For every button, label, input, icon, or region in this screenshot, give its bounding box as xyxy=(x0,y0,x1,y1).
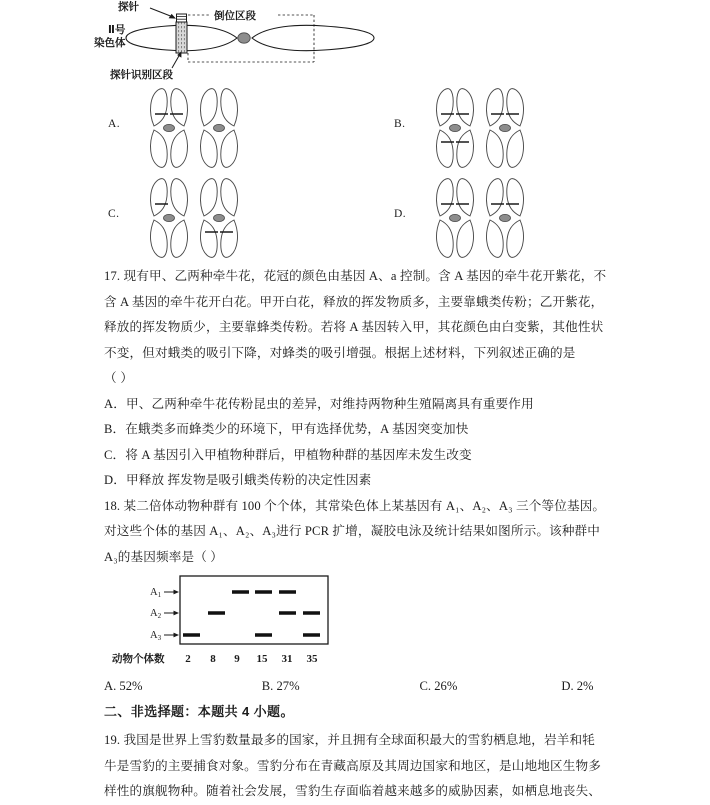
option-c-letter: C. xyxy=(108,208,120,220)
q17-option-c[interactable]: C．将 A 基因引入甲植物种群后，甲植物种群的基因库未发生改变 xyxy=(104,447,472,462)
q19-line2: 牛是雪豹的主要捕食对象。雪豹分布在青藏高原及其周边国家和地区，是山地地区生物多 xyxy=(104,758,602,773)
q17-stem-line2: 含 A 基因的牵牛花开白花。甲开白花，释放的挥发物质多，主要靠蛾类传粉；乙开紫花， xyxy=(104,294,604,309)
inversion-segment-label: 倒位区段 xyxy=(214,10,256,22)
gel-count-3: 9 xyxy=(234,653,240,665)
q17-stem-line3: 释放的挥发物质少，主要靠蜂类传粉。若将 A 基因转入甲，其花颜色由白变紫，其他性状 xyxy=(104,320,604,334)
q18-option-c-letter: C. xyxy=(419,679,432,693)
gel-count-label: 动物个体数 xyxy=(112,653,165,665)
option-a-chromosomes xyxy=(130,84,280,170)
chromosome-label-line1: Ⅱ号 xyxy=(108,24,126,36)
option-a-letter: A. xyxy=(108,118,121,130)
option-d-cell[interactable] xyxy=(386,172,676,260)
section-heading: 二、非选择题：本题共 4 小题。 xyxy=(104,704,294,719)
q18-option-b-text: 27% xyxy=(276,679,300,693)
gel-row-label-a2 xyxy=(150,608,179,620)
gel-electrophoresis-figure xyxy=(0,574,710,672)
q18-stem-line2: 对这些个体的基因 A₁、A₂、A₃进行 PCR 扩增，凝胶电泳及统计结果如图所示。该种群中 xyxy=(104,524,601,538)
question-17 xyxy=(104,264,622,494)
q17-option-a[interactable]: A．甲、乙两种牵牛花传粉昆虫的差异，对维持两物种生殖隔离具有重要作用 xyxy=(104,396,534,411)
q17-option-d[interactable]: D．甲释放 挥发物是吸引蛾类传粉的决定性因素 xyxy=(104,473,372,487)
q18-answer-row xyxy=(104,674,650,699)
q17-option-b[interactable]: B．在蛾类多而蜂类少的环境下，甲有选择优势，A 基因突变加快 xyxy=(104,422,469,436)
q18-option-b-letter: B. xyxy=(261,679,274,693)
chromosome-probe-figure xyxy=(0,0,710,82)
probe-leader-arrow xyxy=(150,8,176,19)
probe-recognition-label: 探针识别区段 xyxy=(110,69,173,81)
chromosome-label-line2: 染色体 xyxy=(94,37,126,49)
option-b-chromosomes xyxy=(416,84,566,170)
q17-stem-line4: 不变，但对蛾类的吸引下降，对蜂类的吸引增强。根据上述材料，下列叙述正确的是 xyxy=(104,345,576,360)
probe-marker xyxy=(177,14,187,22)
probe-recognition-leader xyxy=(172,51,181,68)
question-19 xyxy=(104,728,622,805)
q17-answer-blank[interactable]: （ ） xyxy=(104,371,134,385)
chromosome-probe-svg xyxy=(92,0,422,82)
gel-count-6: 35 xyxy=(306,653,318,665)
gel-svg xyxy=(112,574,412,670)
q18-option-b[interactable] xyxy=(262,674,420,699)
q18-stem-line3[interactable]: A₃的基因频率是（ ） xyxy=(104,549,224,564)
inversion-segment-bracket xyxy=(188,15,314,62)
option-c-cell[interactable] xyxy=(100,172,390,260)
q18-option-a-text: 52% xyxy=(119,679,143,693)
svg-text:A3: A3 xyxy=(150,630,162,642)
q19-line1: 19. 我国是世界上雪豹数量最多的国家，并且拥有全球面积最大的雪豹栖息地，岩羊和牦 xyxy=(104,733,596,747)
q18-option-a[interactable] xyxy=(104,674,262,699)
q18-option-a-letter: A. xyxy=(104,679,117,693)
chromosome-options-figure xyxy=(0,82,710,264)
q18-option-c[interactable] xyxy=(420,674,562,699)
gel-row-label-a3 xyxy=(150,630,179,642)
q18-option-c-text: 26% xyxy=(434,679,458,693)
gel-count-4: 15 xyxy=(256,653,268,665)
option-d-chromosomes xyxy=(416,174,566,260)
option-d-letter: D. xyxy=(394,208,407,220)
svg-text:A1: A1 xyxy=(150,587,162,599)
probe-label: 探针 xyxy=(118,1,139,13)
q17-stem-line1: 17. 现有甲、乙两种牵牛花，花冠的颜色由基因 A、a 控制。含 A 基因的牵牛花开紫花，不 xyxy=(104,269,607,283)
gel-count-1: 2 xyxy=(185,653,191,665)
option-a-cell[interactable] xyxy=(100,82,390,170)
q19-line3: 样性的旗舰物种。随着社会发展，雪豹生存面临着越来越多的威胁因素，如栖息地丧失、 xyxy=(104,784,602,798)
gel-count-2: 8 xyxy=(210,653,216,665)
q18-option-d-letter: D. xyxy=(561,679,574,693)
q18-option-d-text: 2% xyxy=(576,679,594,693)
gel-row-label-a1 xyxy=(150,587,179,599)
option-b-cell[interactable] xyxy=(386,82,676,170)
centromere xyxy=(238,33,250,43)
question-18 xyxy=(104,494,622,571)
gel-count-5: 31 xyxy=(281,653,293,665)
option-b-letter: B. xyxy=(394,118,406,130)
q18-stem-line1: 18. 某二倍体动物种群有 100 个个体，其常染色体上某基因有 A₁、A₂、A₃ 三个等位基因。 xyxy=(104,498,606,513)
option-c-chromosomes xyxy=(130,174,280,260)
q18-option-d[interactable] xyxy=(561,674,650,699)
svg-text:A2: A2 xyxy=(150,608,162,620)
probe-recognition-band xyxy=(176,22,187,53)
